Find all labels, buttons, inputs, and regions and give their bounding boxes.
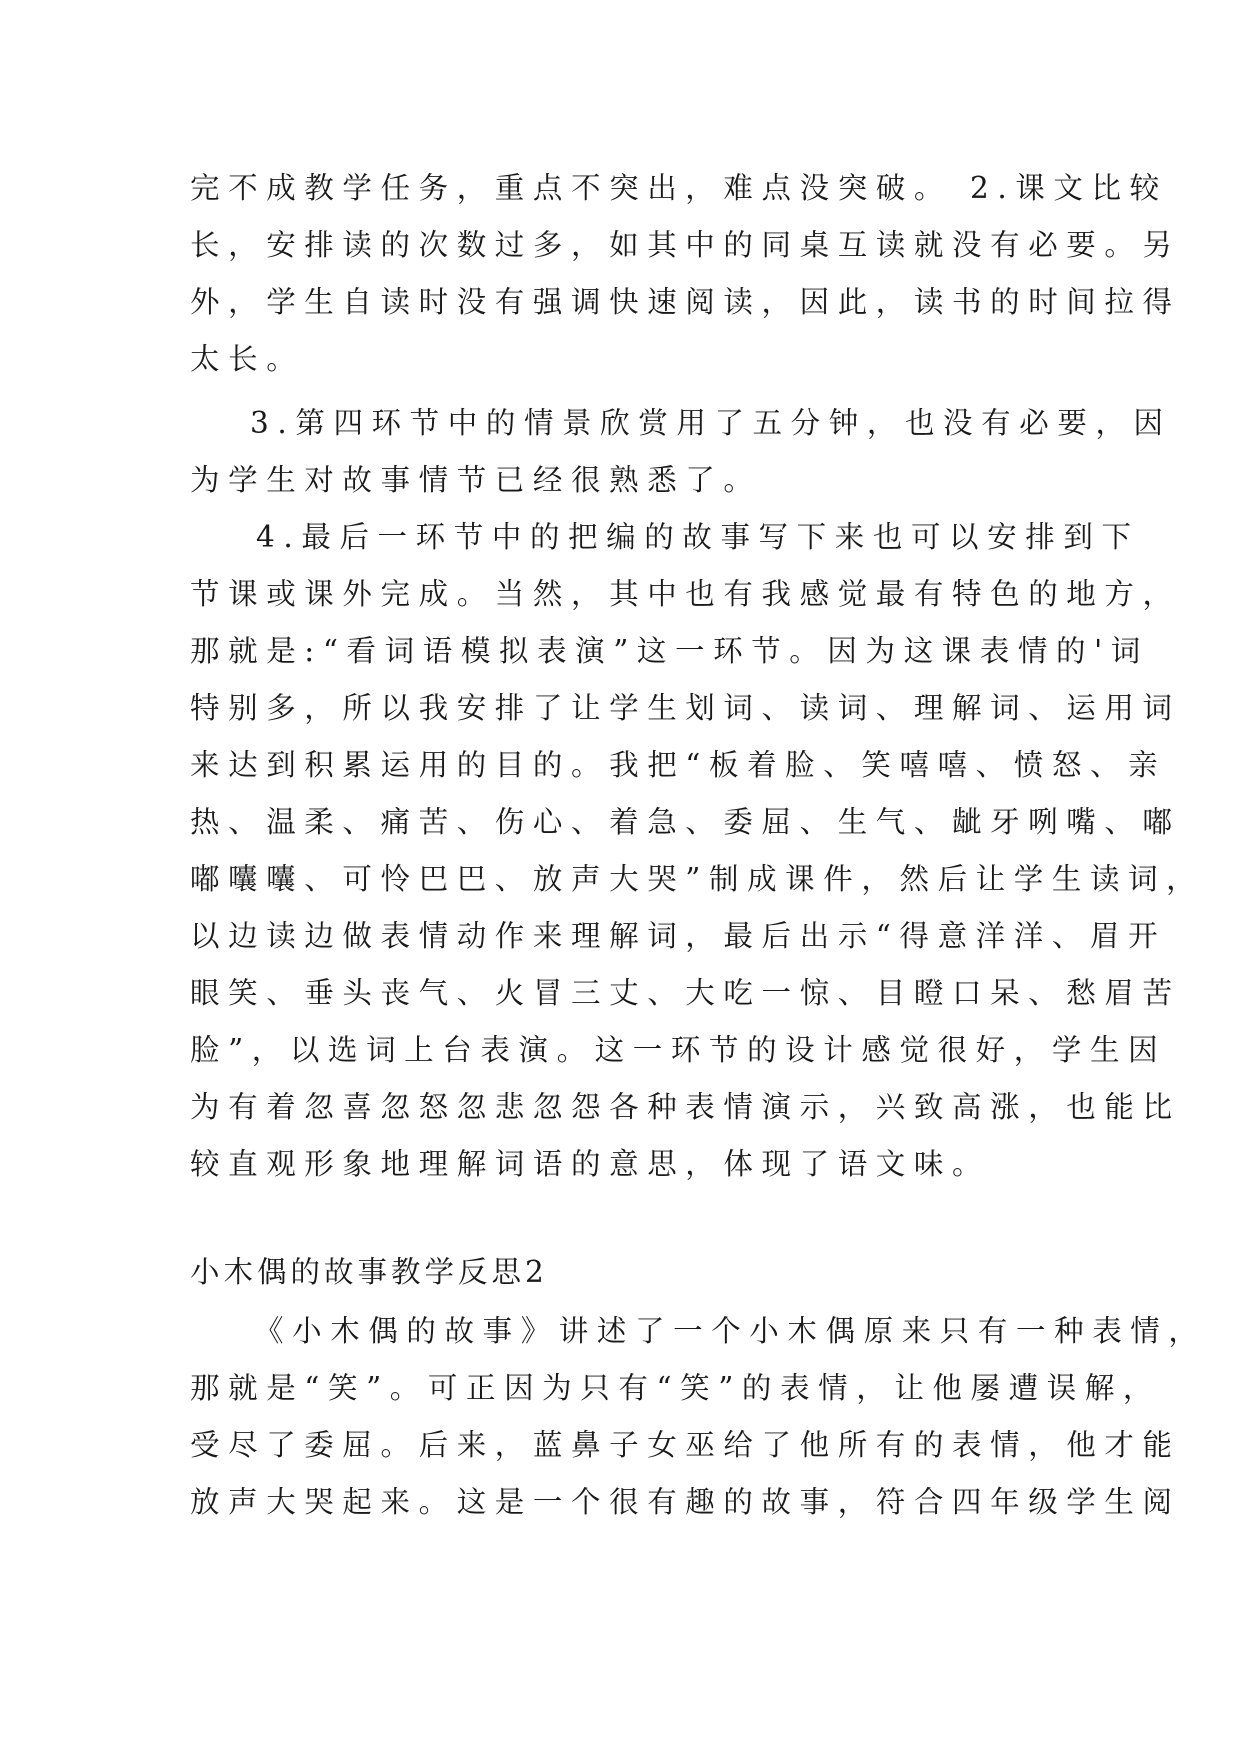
text-line: 特别多，所以我安排了让学生划词、读词、理解词、运用词 bbox=[190, 691, 1181, 725]
text-line: 放声大哭起来。这是一个很有趣的故事，符合四年级学生阅 bbox=[190, 1485, 1181, 1519]
text-line: 眼笑、垂头丧气、火冒三丈、大吃一惊、目瞪口呆、愁眉苦 bbox=[190, 976, 1181, 1010]
text-line: 受尽了委屈。后来，蓝鼻子女巫给了他所有的表情，他才能 bbox=[190, 1428, 1181, 1462]
text-line: 为学生对故事情节已经很熟悉了。 bbox=[190, 463, 762, 497]
text-line: 那就是:“看词语模拟表演”这一环节。因为这课表情的'词 bbox=[190, 634, 1149, 668]
text-line: 完不成教学任务，重点不突出，难点没突破。 2.课文比较 bbox=[190, 171, 1168, 205]
text-line: 长，安排读的次数过多，如其中的同桌互读就没有必要。另 bbox=[190, 228, 1181, 262]
text-line: 外，学生自读时没有强调快速阅读，因此，读书的时间拉得 bbox=[190, 285, 1181, 319]
text-line: 为有着忽喜忽怒忽悲忽怨各种表情演示，兴致高涨，也能比 bbox=[190, 1090, 1181, 1124]
text-line: 那就是“笑”。可正因为只有“笑”的表情，让他屡遭误解， bbox=[190, 1371, 1162, 1405]
text-line: 嘟囔囔、可怜巴巴、放声大哭”制成课件，然后让学生读词， bbox=[190, 862, 1205, 896]
text-line: 来达到积累运用的目的。我把“板着脸、笑嘻嘻、愤怒、亲 bbox=[190, 748, 1167, 782]
text-line: 3.第四环节中的情景欣赏用了五分钟，也没有必要，因 bbox=[250, 406, 1172, 440]
text-line: 脸”，以选词上台表演。这一环节的设计感觉很好，学生因 bbox=[190, 1033, 1167, 1067]
text-line: 热、温柔、痛苦、伤心、着急、委屈、生气、龇牙咧嘴、嘟 bbox=[190, 805, 1181, 839]
text-line: 节课或课外完成。当然，其中也有我感觉最有特色的地方， bbox=[190, 577, 1181, 611]
text-line: 以边读边做表情动作来理解词，最后出示“得意洋洋、眉开 bbox=[190, 919, 1167, 953]
text-line: 较直观形象地理解词语的意思，体现了语文味。 bbox=[190, 1147, 991, 1181]
text-line: 太长。 bbox=[190, 342, 305, 376]
text-line: 《小木偶的故事》讲述了一个小木偶原来只有一种表情， bbox=[254, 1314, 1207, 1348]
section-title: 小木偶的故事教学反思2 bbox=[190, 1255, 548, 1289]
document-page bbox=[190, 0, 1207, 1754]
text-line: 4.最后一环节中的把编的故事写下来也可以安排到下 bbox=[256, 520, 1140, 554]
